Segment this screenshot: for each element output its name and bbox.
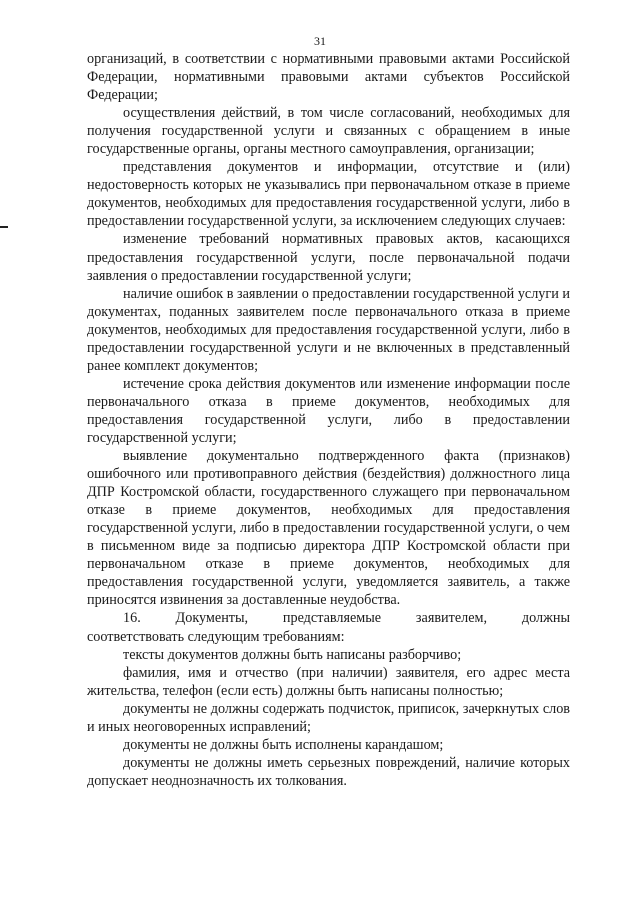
requirement-no-pencil: документы не должны быть исполнены карандашом; xyxy=(123,736,444,753)
point-16-word-2: представляемые xyxy=(282,610,382,627)
requirement-full-name: фамилия, имя и отчество (при наличии) заявителя, его адрес места жительства, телефон (если есть) должны быть написаны полностью; xyxy=(87,664,570,699)
document-body xyxy=(87,50,570,790)
scan-edge-mark xyxy=(0,226,8,228)
page-number: 31 xyxy=(314,34,326,48)
point-16-continuation: соответствовать следующим требованиям: xyxy=(87,628,345,645)
point-16-word-4: должны xyxy=(521,610,570,627)
point-16-word-1: Документы, xyxy=(175,610,249,627)
paragraph-actions: осуществления действий, в том числе согласований, необходимых для получения государственной услуги и связанных с обращением в иные государственные органы, органы местного самоуправления, организации; xyxy=(87,105,570,158)
requirement-legible: тексты документов должны быть написаны разборчиво; xyxy=(123,646,462,663)
point-16-word-3: заявителем, xyxy=(415,610,488,627)
paragraph-exception-expiry: истечение срока действия документов или изменение информации после первоначального отказа в приеме документов, необходимых для предоставления государственной услуги, либо в предоставлении государственной услуги; xyxy=(87,375,570,446)
point-16-heading xyxy=(87,609,570,627)
point-16-number: 16. xyxy=(123,610,141,627)
requirement-no-corrections: документы не должны содержать подчисток, приписок, зачеркнутых слов и иных неоговоренных исправлений; xyxy=(87,700,570,735)
paragraph-exception-errors: наличие ошибок в заявлении о предоставлении государственной услуги и документах, поданных заявителем после первоначального отказа в приеме документов, необходимых для предоставления государственной услуги, либо в предоставлении государственной услуги и не включенных в представленный ранее комплект документов; xyxy=(87,285,570,374)
requirement-no-damage: документы не должны иметь серьезных повреждений, наличие которых допускает неоднозначность их толкования. xyxy=(87,754,570,789)
paragraph-documents-submission: представления документов и информации, отсутствие и (или) недостоверность которых не указывались при первоначальном отказе в приеме документов, необходимых для предоставления государственной услуги, либо в предоставлении государственной услуги, за исключением следующих случаев: xyxy=(87,159,570,230)
paragraph-organizations: организаций, в соответствии с нормативными правовыми актами Российской Федерации, нормативными правовыми актами субъектов Российской Федерации; xyxy=(87,51,570,104)
paragraph-exception-misconduct: выявление документально подтвержденного факта (признаков) ошибочного или противоправного действия (бездействия) должностного лица ДПР Костромской области, государственного служащего при первоначальном отказе в приеме документов, необходимых для предоставления государственной услуги, либо в предоставлении государственной услуги, о чем в письменном виде за подписью директора ДПР Костромской области при первоначальном отказе в приеме документов, необходимых для предоставления государственной услуги, уведомляется заявитель, а также приносятся извинения за доставленные неудобства. xyxy=(87,448,570,609)
paragraph-exception-requirements-change: изменение требований нормативных правовых актов, касающихся предоставления государственной услуги, после первоначальной подачи заявления о предоставлении государственной услуги; xyxy=(87,231,570,284)
